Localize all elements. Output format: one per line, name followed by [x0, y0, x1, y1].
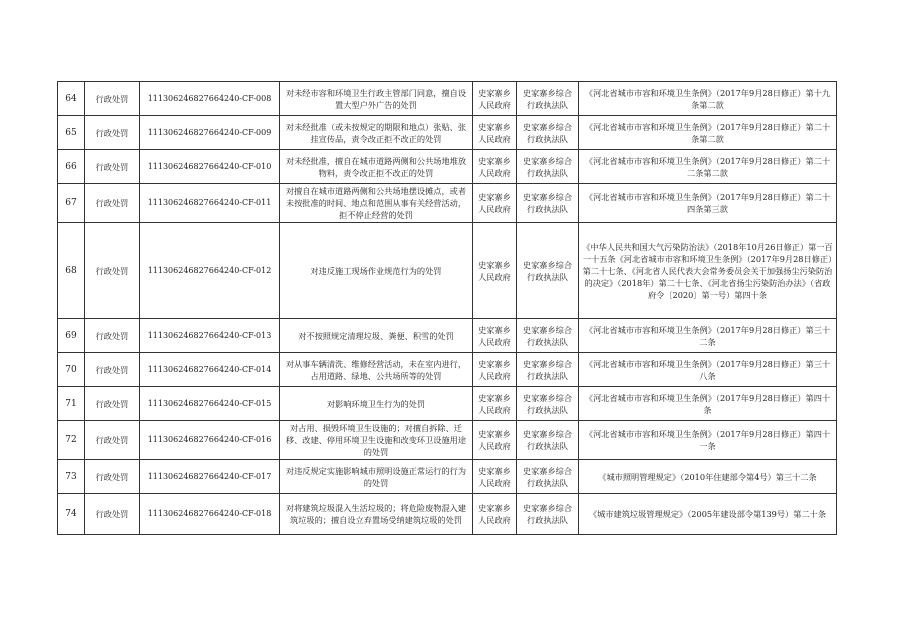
- table-row: [58, 82, 837, 116]
- row-subject: 史家寨乡人民政府: [473, 319, 517, 353]
- row-number: 68: [58, 223, 85, 319]
- row-item: 对擅自在城市道路两侧和公共场地摆设摊点，或者未按批准的时间、地点和范围从事有关经营活动，拒不停止经营的处罚: [280, 184, 473, 223]
- row-number: 66: [58, 150, 85, 184]
- row-subject: 史家寨乡人民政府: [473, 223, 517, 319]
- table-row: [58, 116, 837, 150]
- row-department: 史家寨乡综合行政执法队: [517, 82, 579, 116]
- row-subject: 史家寨乡人民政府: [473, 82, 517, 116]
- row-department: 史家寨乡综合行政执法队: [517, 421, 579, 460]
- row-basis: 《河北省城市市容和环境卫生条例》（2017年9月28日修正）第二十四条第三款: [579, 184, 837, 223]
- row-department: 史家寨乡综合行政执法队: [517, 319, 579, 353]
- row-type: 行政处罚: [85, 150, 140, 184]
- row-subject: 史家寨乡人民政府: [473, 184, 517, 223]
- row-type: 行政处罚: [85, 223, 140, 319]
- row-subject: 史家寨乡人民政府: [473, 116, 517, 150]
- row-basis: 《河北省城市市容和环境卫生条例》（2017年9月28日修正）第二十条第二款: [579, 116, 837, 150]
- row-type: 行政处罚: [85, 421, 140, 460]
- row-item: 对将建筑垃圾混入生活垃圾的；将危险废物混入建筑垃圾的；擅自设立弃置场受纳建筑垃圾的处罚: [280, 494, 473, 535]
- row-number: 73: [58, 460, 85, 494]
- row-basis: 《河北省城市市容和环境卫生条例》（2017年9月28日修正）第三十二条: [579, 319, 837, 353]
- row-number: 67: [58, 184, 85, 223]
- row-department: 史家寨乡综合行政执法队: [517, 494, 579, 535]
- row-item: 对影响环境卫生行为的处罚: [280, 387, 473, 421]
- row-item: 对违反施工现场作业规范行为的处罚: [280, 223, 473, 319]
- row-item: 对未经市容和环境卫生行政主管部门同意，擅自设置大型户外广告的处罚: [280, 82, 473, 116]
- table-row: [58, 319, 837, 353]
- row-code: 111306246827664240-CF-011: [140, 184, 280, 223]
- row-type: 行政处罚: [85, 460, 140, 494]
- row-basis: 《河北省城市市容和环境卫生条例》（2017年9月28日修正）第四十条: [579, 387, 837, 421]
- row-code: 111306246827664240-CF-013: [140, 319, 280, 353]
- table-row: [58, 421, 837, 460]
- row-item: 对违反规定实施影响城市照明设施正常运行的行为的处罚: [280, 460, 473, 494]
- row-basis: 《中华人民共和国大气污染防治法》（2018年10月26日修正）第一百一十五条《河北省城市市容和环境卫生条例》（2017年9月28日修正）第二十七条、《河北省人民代表大会常务委员会关于加强扬尘污染防治的决定》（2018年）第二十七条、《河北省扬尘污染防治办法》（省政府令〔2020〕第一号）第四十条: [579, 223, 837, 319]
- row-code: 111306246827664240-CF-012: [140, 223, 280, 319]
- row-basis: 《河北省城市市容和环境卫生条例》（2017年9月28日修正）第十九条第二款: [579, 82, 837, 116]
- row-number: 65: [58, 116, 85, 150]
- row-item: 对未经批准，擅自在城市道路两侧和公共场地堆放物料，责令改正拒不改正的处罚: [280, 150, 473, 184]
- row-basis: 《河北省城市市容和环境卫生条例》（2017年9月28日修正）第二十二条第二款: [579, 150, 837, 184]
- row-code: 111306246827664240-CF-010: [140, 150, 280, 184]
- row-code: 111306246827664240-CF-016: [140, 421, 280, 460]
- row-type: 行政处罚: [85, 82, 140, 116]
- row-subject: 史家寨乡人民政府: [473, 387, 517, 421]
- row-subject: 史家寨乡人民政府: [473, 150, 517, 184]
- table-row: [58, 223, 837, 319]
- row-number: 64: [58, 82, 85, 116]
- row-code: 111306246827664240-CF-009: [140, 116, 280, 150]
- table-body: [58, 82, 837, 535]
- row-department: 史家寨乡综合行政执法队: [517, 184, 579, 223]
- row-department: 史家寨乡综合行政执法队: [517, 223, 579, 319]
- row-department: 史家寨乡综合行政执法队: [517, 150, 579, 184]
- row-type: 行政处罚: [85, 319, 140, 353]
- penalty-table: [57, 81, 837, 535]
- row-subject: 史家寨乡人民政府: [473, 494, 517, 535]
- row-type: 行政处罚: [85, 387, 140, 421]
- row-code: 111306246827664240-CF-015: [140, 387, 280, 421]
- row-code: 111306246827664240-CF-014: [140, 353, 280, 387]
- row-code: 111306246827664240-CF-008: [140, 82, 280, 116]
- row-number: 72: [58, 421, 85, 460]
- row-number: 69: [58, 319, 85, 353]
- row-item: 对从事车辆清洗、维修经营活动，未在室内进行，占用道路、绿地、公共场所等的处罚: [280, 353, 473, 387]
- table-row: [58, 353, 837, 387]
- row-item: 对未经批准（或未按规定的期限和地点）张贴、张挂宣传品，责令改正拒不改正的处罚: [280, 116, 473, 150]
- row-department: 史家寨乡综合行政执法队: [517, 460, 579, 494]
- table-row: [58, 184, 837, 223]
- row-department: 史家寨乡综合行政执法队: [517, 387, 579, 421]
- row-basis: 《城市照明管理规定》（2010年住建部令第4号）第三十二条: [579, 460, 837, 494]
- table-row: [58, 387, 837, 421]
- row-type: 行政处罚: [85, 184, 140, 223]
- table-row: [58, 150, 837, 184]
- row-basis: 《城市建筑垃圾管理规定》（2005年建设部令第139号）第二十条: [579, 494, 837, 535]
- table-row: [58, 494, 837, 535]
- row-item: 对不按照规定清理垃圾、粪便、积雪的处罚: [280, 319, 473, 353]
- table-row: [58, 460, 837, 494]
- row-code: 111306246827664240-CF-017: [140, 460, 280, 494]
- row-subject: 史家寨乡人民政府: [473, 421, 517, 460]
- row-type: 行政处罚: [85, 353, 140, 387]
- row-type: 行政处罚: [85, 494, 140, 535]
- row-number: 71: [58, 387, 85, 421]
- row-subject: 史家寨乡人民政府: [473, 353, 517, 387]
- row-item: 对占用、损毁环境卫生设施的；对擅自拆除、迁移、改建、停用环境卫生设施和改变环卫设施用途的处罚: [280, 421, 473, 460]
- row-subject: 史家寨乡人民政府: [473, 460, 517, 494]
- row-department: 史家寨乡综合行政执法队: [517, 116, 579, 150]
- row-basis: 《河北省城市市容和环境卫生条例》（2017年9月28日修正）第四十一条: [579, 421, 837, 460]
- row-code: 111306246827664240-CF-018: [140, 494, 280, 535]
- row-number: 70: [58, 353, 85, 387]
- row-number: 74: [58, 494, 85, 535]
- row-basis: 《河北省城市市容和环境卫生条例》（2017年9月28日修正）第三十八条: [579, 353, 837, 387]
- row-type: 行政处罚: [85, 116, 140, 150]
- row-department: 史家寨乡综合行政执法队: [517, 353, 579, 387]
